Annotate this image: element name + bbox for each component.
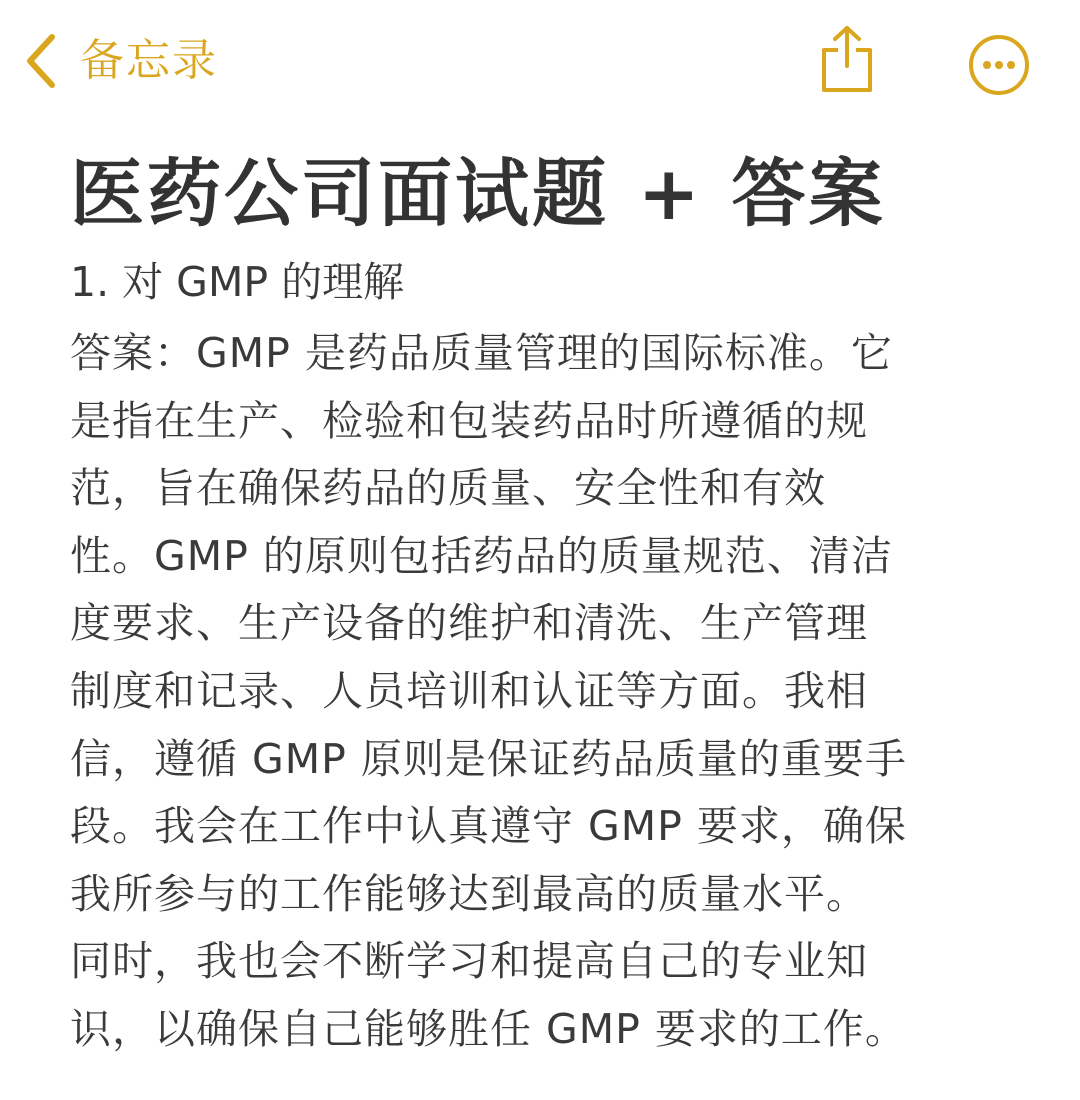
answer-line: 同时，我也会不断学习和提高自己的专业知 (70, 937, 868, 986)
more-icon (968, 34, 1030, 96)
note-body[interactable] (70, 320, 1010, 1064)
answer-line: 是指在生产、检验和包装药品时所遵循的规 (70, 396, 868, 445)
chevron-left-icon (22, 31, 58, 91)
answer-line: 性。GMP 的原则包括药品的质量规范、清洁 (70, 531, 893, 580)
note-title: 医药公司面试题 + 答案 (70, 151, 886, 237)
back-button[interactable] (22, 28, 218, 94)
back-button-label: 备忘录 (80, 35, 218, 86)
share-icon (818, 24, 876, 94)
question-heading: 1. 对 GMP 的理解 (70, 258, 405, 306)
answer-line: 制度和记录、人员培训和认证等方面。我相 (70, 666, 868, 715)
answer-line: 信，遵循 GMP 原则是保证药品质量的重要手 (70, 734, 907, 783)
answer-line: 答案：GMP 是药品质量管理的国际标准。它 (70, 329, 893, 377)
share-button[interactable] (818, 24, 876, 94)
navigation-bar (0, 0, 1080, 130)
answer-line: 我所参与的工作能够达到最高的质量水平。 (70, 869, 868, 918)
answer-line: 范，旨在确保药品的质量、安全性和有效 (70, 464, 826, 513)
answer-line: 度要求、生产设备的维护和清洗、生产管理 (70, 599, 868, 648)
answer-line: 识，以确保自己能够胜任 GMP 要求的工作。 (70, 1004, 907, 1053)
more-options-button[interactable] (968, 34, 1030, 96)
answer-line: 段。我会在工作中认真遵守 GMP 要求，确保 (70, 802, 907, 851)
